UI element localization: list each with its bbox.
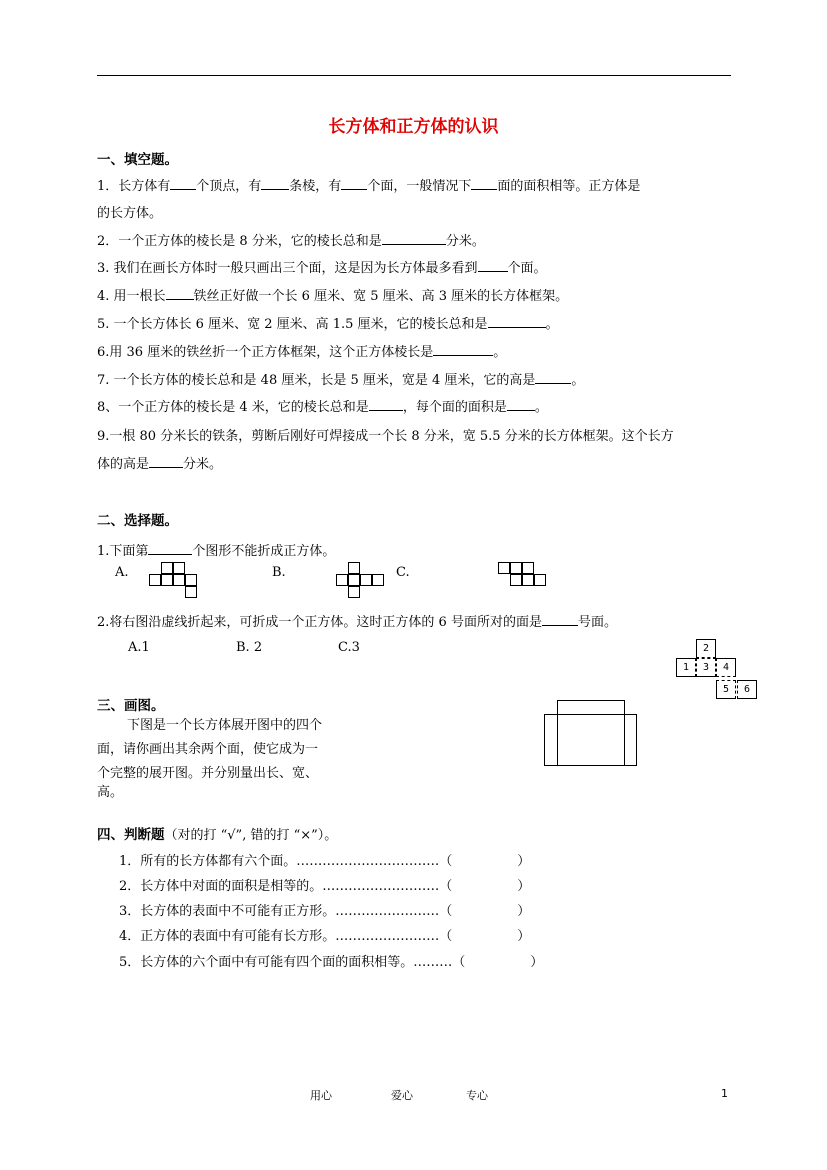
option-c-label: C. <box>396 565 410 580</box>
q2 <box>97 230 485 249</box>
s2-q2 <box>97 611 617 630</box>
net-face-6: 6 <box>737 680 757 699</box>
q5 <box>97 313 559 332</box>
header-rule <box>97 75 731 76</box>
q9-line-1: 9.一根 80 分米长的铁条，剪断后刚好可焊接成一个长 8 分米，宽 5.5 分米的长方体框架。这个长方 <box>97 429 674 444</box>
q2-blank[interactable] <box>382 232 446 245</box>
net-face-3: 3 <box>696 658 716 677</box>
q9-text-2: 分米。 <box>183 457 223 472</box>
net-face-1: 1 <box>676 658 696 677</box>
q1-line-1 <box>97 175 640 194</box>
q6 <box>97 341 506 360</box>
net-face-4: 4 <box>716 658 736 677</box>
net-face-5: 5 <box>716 680 736 699</box>
q6-blank[interactable] <box>433 343 493 356</box>
s3-line-2: 面，请你画出其余两个面，使它成为一 <box>97 742 319 757</box>
q6-text-2: 。 <box>493 345 507 360</box>
section-1-heading: 一、填空题。 <box>97 152 178 168</box>
q4-text-1: 4. 用一根长 <box>97 289 166 304</box>
s2-q2-blank[interactable] <box>542 613 578 626</box>
q8-blank-2[interactable] <box>507 398 535 411</box>
answer-b: B. 2 <box>236 640 263 655</box>
q9-line-2 <box>97 453 222 472</box>
footer-word-1: 用心 <box>310 1089 332 1102</box>
q3-text-1: 3. 我们在画长方体时一般只画出三个面，这是因为长方体最多看到 <box>97 261 478 276</box>
section-2-heading: 二、选择题。 <box>97 513 178 529</box>
s4-heading-title: 四、判断题 <box>97 827 165 843</box>
footer-word-3: 专心 <box>466 1089 488 1102</box>
q9-text-1: 体的高是 <box>97 457 150 472</box>
page-number: 1 <box>721 1087 728 1100</box>
q9-blank[interactable] <box>149 455 183 468</box>
q1-text-5: 面的面积相等。正方体是 <box>497 179 641 194</box>
q7-blank[interactable] <box>535 371 571 384</box>
s3-line-1: 下图是一个长方体展开图中的四个 <box>127 718 323 733</box>
q5-text-1: 5. 一个长方体长 6 厘米、宽 2 厘米、高 1.5 厘米，它的棱长总和是 <box>97 317 488 332</box>
section-4-heading <box>97 823 337 843</box>
s2-q2-text-1: 2.将右图沿虚线折起来，可折成一个正方体。这时正方体的 6 号面所对的面是 <box>97 615 542 630</box>
judge-item-5: 5．长方体的六个面中有可能有四个面的面积相等。………（ ） <box>119 955 544 970</box>
q1-text-1: 1．长方体有 <box>97 179 171 194</box>
net-face-2: 2 <box>696 639 716 658</box>
q7 <box>97 369 584 388</box>
s3-line-3: 个完整的展开图。并分别量出长、宽、 <box>97 766 319 781</box>
s2-q1 <box>97 540 335 559</box>
q1-blank-3[interactable] <box>341 177 367 190</box>
judge-item-3: 3．长方体的表面中不可能有正方形。……………………（ ） <box>119 904 531 919</box>
q8-blank-1[interactable] <box>369 398 403 411</box>
q2-text-1: 2．一个正方体的棱长是 8 分米，它的棱长总和是 <box>97 234 382 249</box>
s2-q2-text-2: 号面。 <box>577 615 617 630</box>
q7-text-2: 。 <box>571 373 585 388</box>
judge-item-1: 1．所有的长方体都有六个面。……………………………（ ） <box>119 854 531 869</box>
s4-heading-note: （对的打 “√”, 错的打 “×”）。 <box>164 828 338 843</box>
option-a-label: A. <box>115 565 129 580</box>
q5-blank[interactable] <box>488 315 546 328</box>
s2-q1-text-2: 个图形不能折成正方体。 <box>192 544 336 559</box>
answer-a: A.1 <box>128 640 150 655</box>
q5-text-2: 。 <box>545 317 559 332</box>
q1-text-3: 条棱，有 <box>289 179 342 194</box>
judge-item-4: 4．正方体的表面中有可能有长方形。……………………（ ） <box>119 929 531 944</box>
q4 <box>97 285 568 304</box>
q4-blank[interactable] <box>166 287 194 300</box>
q6-text-1: 6.用 36 厘米的铁丝折一个正方体框架，这个正方体棱长是 <box>97 345 434 360</box>
q1-text-2: 个顶点，有 <box>196 179 262 194</box>
q3-blank[interactable] <box>478 259 508 272</box>
q3-text-2: 个面。 <box>507 261 547 276</box>
q8-text-3: 。 <box>534 400 548 415</box>
q2-text-2: 分米。 <box>445 234 485 249</box>
s3-line-4: 高。 <box>97 785 124 800</box>
answer-c: C.3 <box>338 640 360 655</box>
q1-blank-1[interactable] <box>170 177 196 190</box>
q1-blank-4[interactable] <box>471 177 497 190</box>
q1-line-2: 的长方体。 <box>97 206 163 221</box>
judge-item-2: 2．长方体中对面的面积是相等的。………………………（ ） <box>119 879 531 894</box>
q8-text-2: ，每个面的面积是 <box>402 400 507 415</box>
q3 <box>97 257 547 276</box>
q1-blank-2[interactable] <box>261 177 289 190</box>
s2-q1-text-1: 1.下面第 <box>97 544 149 559</box>
page-title: 长方体和正方体的认识 <box>328 117 499 137</box>
q8 <box>97 396 548 415</box>
q8-text-1: 8、一个正方体的棱长是 4 米，它的棱长总和是 <box>97 400 369 415</box>
q1-text-4: 个面，一般情况下 <box>367 179 472 194</box>
section-3-heading: 三、画图。 <box>97 698 165 714</box>
s2-q1-blank[interactable] <box>148 542 192 555</box>
q7-text-1: 7. 一个长方体的棱长总和是 48 厘米，长是 5 厘米，宽是 4 厘米，它的高是 <box>97 373 536 388</box>
q4-text-2: 铁丝正好做一个长 6 厘米、宽 5 厘米、高 3 厘米的长方体框架。 <box>193 289 569 304</box>
footer-word-2: 爱心 <box>391 1089 413 1102</box>
option-b-label: B. <box>272 565 286 580</box>
